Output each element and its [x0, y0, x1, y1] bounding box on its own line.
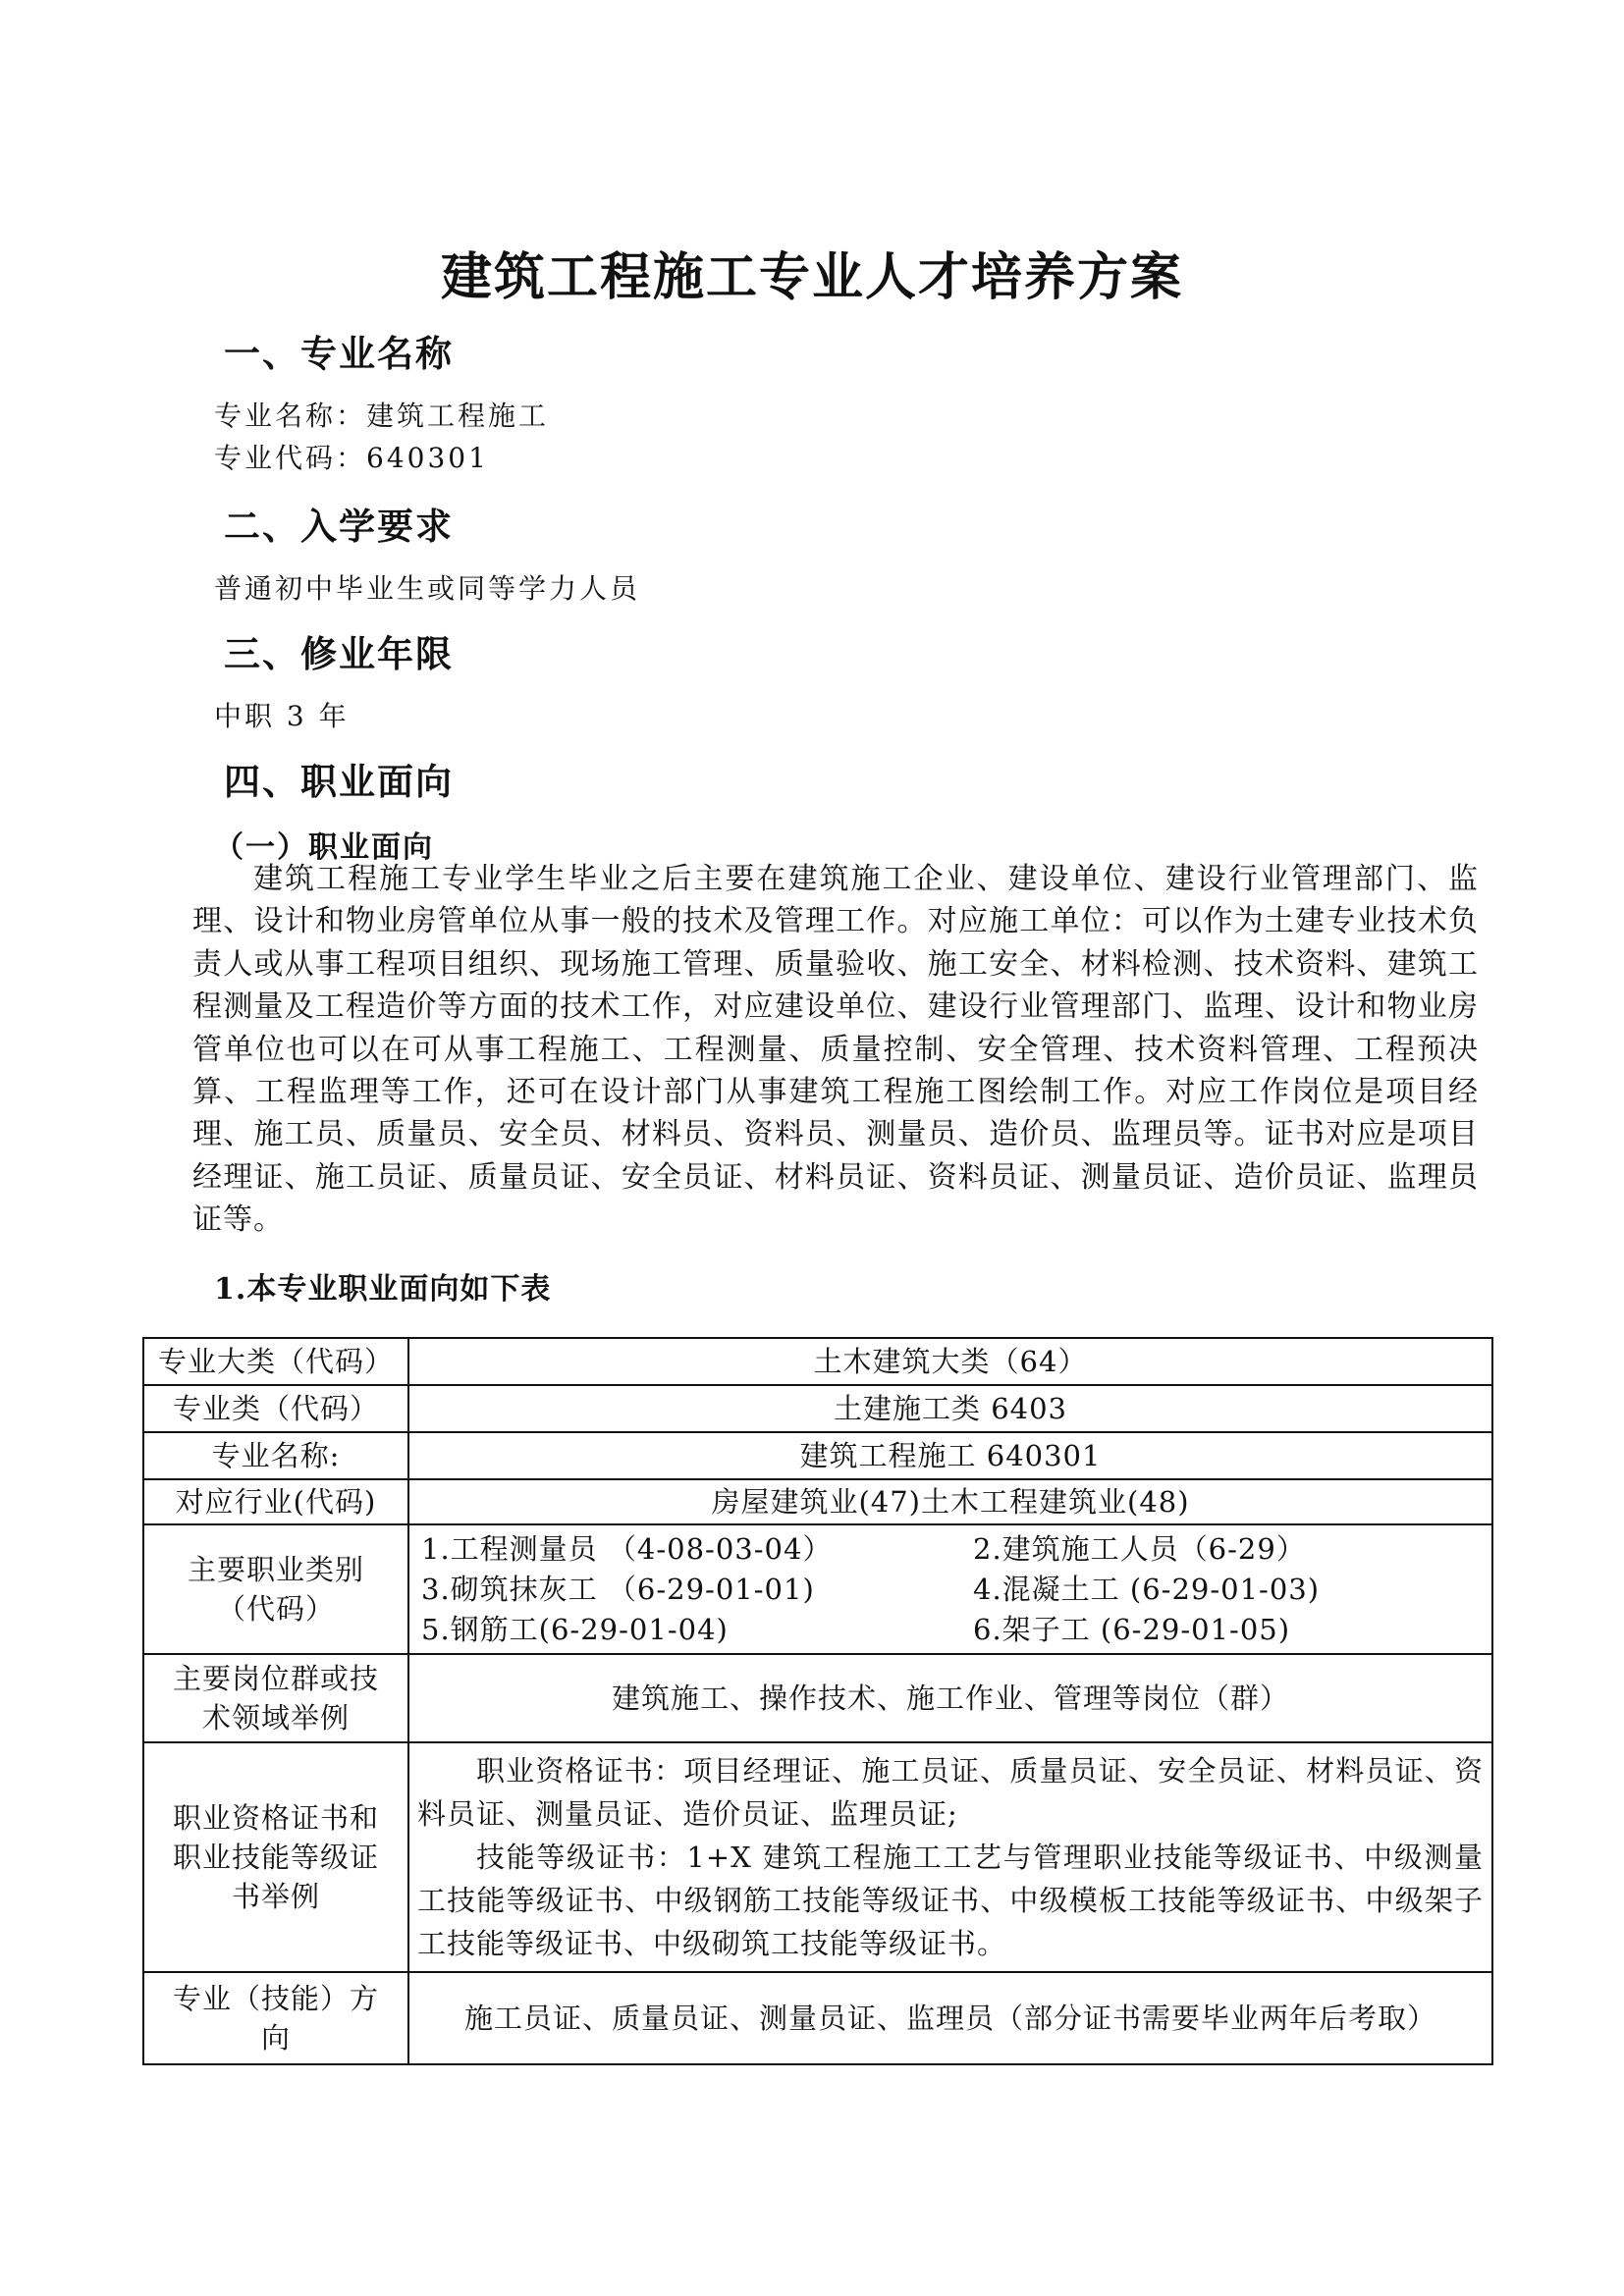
occupation-list — [417, 1529, 1484, 1650]
table-label-line: 专业（技能）方 — [172, 1982, 379, 2015]
table-label: 专业大类（代码） — [143, 1338, 408, 1385]
admission-text: 普通初中毕业生或同等学力人员 — [214, 572, 641, 605]
career-table — [142, 1337, 1493, 2065]
table-value: 建筑工程施工 640301 — [408, 1432, 1492, 1479]
table-value: 土建施工类 6403 — [408, 1385, 1492, 1432]
table-label — [143, 1742, 408, 1972]
table-label-line: 主要职业类别 — [187, 1553, 364, 1586]
table-row — [143, 1524, 1492, 1654]
certificate-cell — [408, 1742, 1492, 1972]
table-label: 专业类（代码） — [143, 1385, 408, 1432]
table-label — [143, 1654, 408, 1742]
section-3-heading: 三、修业年限 — [224, 632, 454, 675]
table-label-line: 主要岗位群或技 — [172, 1662, 379, 1695]
occupation-item: 3.砌筑抹灰工 （6-29-01-01) — [421, 1572, 815, 1606]
occupation-item: 4.混凝土工 (6-29-01-03) — [973, 1572, 1321, 1606]
table-label — [143, 1524, 408, 1654]
table-row — [143, 1479, 1492, 1524]
occupation-cell — [408, 1524, 1492, 1654]
section-1-heading: 一、专业名称 — [224, 332, 454, 375]
table-row — [143, 1654, 1492, 1742]
section-2-heading: 二、入学要求 — [224, 505, 454, 548]
table-label — [143, 1972, 408, 2064]
table-label: 对应行业(代码) — [143, 1479, 408, 1524]
table-label-line: （代码） — [216, 1592, 335, 1626]
occupation-item: 1.工程测量员 （4-08-03-04） — [421, 1531, 833, 1566]
certificate-paragraph: 技能等级证书：1+X 建筑工程施工工艺与管理职业技能等级证书、中级测量工技能等级证书、中级钢筋工技能等级证书、中级模板工技能等级证书、中级架子工技能等级证书、中级砌筑工技能等级证书。 — [417, 1841, 1484, 1960]
table-value: 土木建筑大类（64） — [408, 1338, 1492, 1385]
certificate-paragraph: 职业资格证书：项目经理证、施工员证、质量员证、安全员证、材料员证、资料员证、测量员证、造价员证、监理员证; — [417, 1754, 1484, 1831]
table-label-line: 职业技能等级证 — [172, 1841, 379, 1874]
occupation-item: 6.架子工 (6-29-01-05) — [973, 1612, 1291, 1646]
table-row — [143, 1972, 1492, 2064]
table-row — [143, 1742, 1492, 1972]
table-row — [143, 1385, 1492, 1432]
table-row — [143, 1432, 1492, 1479]
table-label: 专业名称: — [143, 1432, 408, 1479]
table-value: 房屋建筑业(47)土木工程建筑业(48) — [408, 1479, 1492, 1524]
table-caption: 1.本专业职业面向如下表 — [214, 1272, 552, 1307]
major-name-line: 专业名称：建筑工程施工 — [214, 400, 550, 432]
subsection-heading: （一）职业面向 — [214, 830, 434, 865]
table-label-line: 职业资格证书和 — [172, 1801, 379, 1835]
table-value: 施工员证、质量员证、测量员证、监理员（部分证书需要毕业两年后考取） — [408, 1972, 1492, 2064]
occupation-item: 5.钢筋工(6-29-01-04) — [421, 1612, 729, 1646]
table-row — [143, 1338, 1492, 1385]
table-label-line: 向 — [260, 2021, 291, 2055]
table-label-line: 书举例 — [231, 1880, 320, 1913]
major-code-line: 专业代码：640301 — [214, 442, 489, 474]
section-4-heading: 四、职业面向 — [224, 760, 454, 803]
occupation-item: 2.建筑施工人员（6-29） — [973, 1531, 1306, 1566]
career-paragraph: 建筑工程施工专业学生毕业之后主要在建筑施工企业、建设单位、建设行业管理部门、监理、设计和物业房管单位从事一般的技术及管理工作。对应施工单位：可以作为土建专业技术负责人或从事工程项目组织、现场施工管理、质量验收、施工安全、材料检测、技术资料、建筑工程测量及工程造价等方面的技术工作，对应建设单位、建设行业管理部门、监理、设计和物业房管单位也可以在可从事工程施工、工程测量、质量控制、安全管理、技术资料管理、工程预决算、工程监理等工作，还可在设计部门从事建筑工程施工图绘制工作。对应工作岗位是项目经理、施工员、质量员、安全员、材料员、资料员、测量员、造价员、监理员等。证书对应是项目经理证、施工员证、质量员证、安全员证、材料员证、资料员证、测量员证、造价员证、监理员证等。 — [192, 862, 1479, 1238]
table-label-line: 术领域举例 — [201, 1701, 350, 1735]
duration-text: 中职 3 年 — [214, 700, 350, 732]
table-value: 建筑施工、操作技术、施工作业、管理等岗位（群） — [408, 1654, 1492, 1742]
document-title: 建筑工程施工专业人才培养方案 — [440, 247, 1183, 307]
